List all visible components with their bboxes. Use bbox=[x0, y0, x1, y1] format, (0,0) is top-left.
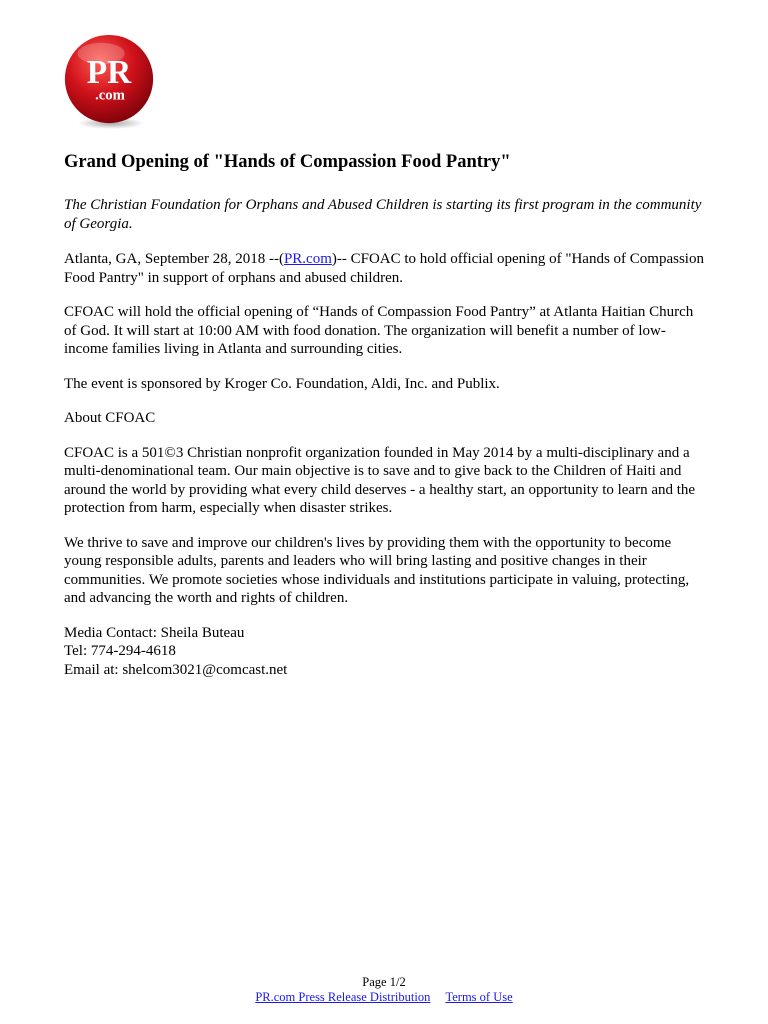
paragraph-about: CFOAC is a 501©3 Christian nonprofit organization founded in May 2014 by a multi-disciplinary and a multi-denominational team. Our main objective is to save and to give back to the Children of Haiti and around the world by providing what every child deserves - a healthy start, an opportunity to learn and the protection from harm, especially when disaster strikes. bbox=[64, 444, 696, 516]
contact-email: Email at: shelcom3021@comcast.net bbox=[64, 661, 288, 678]
press-release-body bbox=[64, 150, 704, 679]
logo-text-com: .com bbox=[95, 87, 125, 104]
pr-com-logo bbox=[60, 32, 158, 130]
paragraph-opening: CFOAC will hold the official opening of “Hands of Compassion Food Pantry” at Atlanta Haitian Church of God. It will start at 10:00 AM with food donation. The organization will benefit a number of low-income families living in Atlanta and surrounding cities. bbox=[64, 304, 694, 357]
contact-name: Media Contact: Sheila Buteau bbox=[64, 624, 245, 641]
dateline-paragraph bbox=[64, 250, 704, 287]
page-footer bbox=[0, 975, 768, 1005]
paragraph-sponsors: The event is sponsored by Kroger Co. Foundation, Aldi, Inc. and Publix. bbox=[64, 375, 500, 392]
footer-links bbox=[0, 990, 768, 1005]
dateline-prefix: Atlanta, GA, September 28, 2018 --( bbox=[64, 251, 284, 267]
page-title: Grand Opening of "Hands of Compassion Food Pantry" bbox=[64, 152, 511, 172]
pr-com-link[interactable]: PR.com bbox=[283, 251, 332, 267]
paragraph-mission: We thrive to save and improve our children's lives by providing them with the opportunity to become young responsible adults, parents and leaders who will bring lasting and positive changes in their communities. We promote societies whose individuals and institutions participate in valuing, protecting, and advancing the worth and rights of children. bbox=[64, 534, 690, 606]
logo-text-pr: PR bbox=[86, 53, 132, 91]
media-contact bbox=[64, 624, 704, 680]
paragraph-about-heading: About CFOAC bbox=[64, 410, 156, 426]
page-number: Page 1/2 bbox=[362, 975, 406, 989]
contact-phone: Tel: 774-294-4618 bbox=[64, 643, 176, 659]
distribution-link[interactable]: PR.com Press Release Distribution bbox=[255, 990, 431, 1004]
dateline-suffix: )-- CFOAC to hold official opening of "Hands of Compassion Food Pantry" in support of orphans and abused children. bbox=[64, 251, 704, 286]
terms-link[interactable]: Terms of Use bbox=[445, 990, 513, 1004]
subtitle: The Christian Foundation for Orphans and Abused Children is starting its first program in the community of Georgia. bbox=[64, 197, 702, 232]
